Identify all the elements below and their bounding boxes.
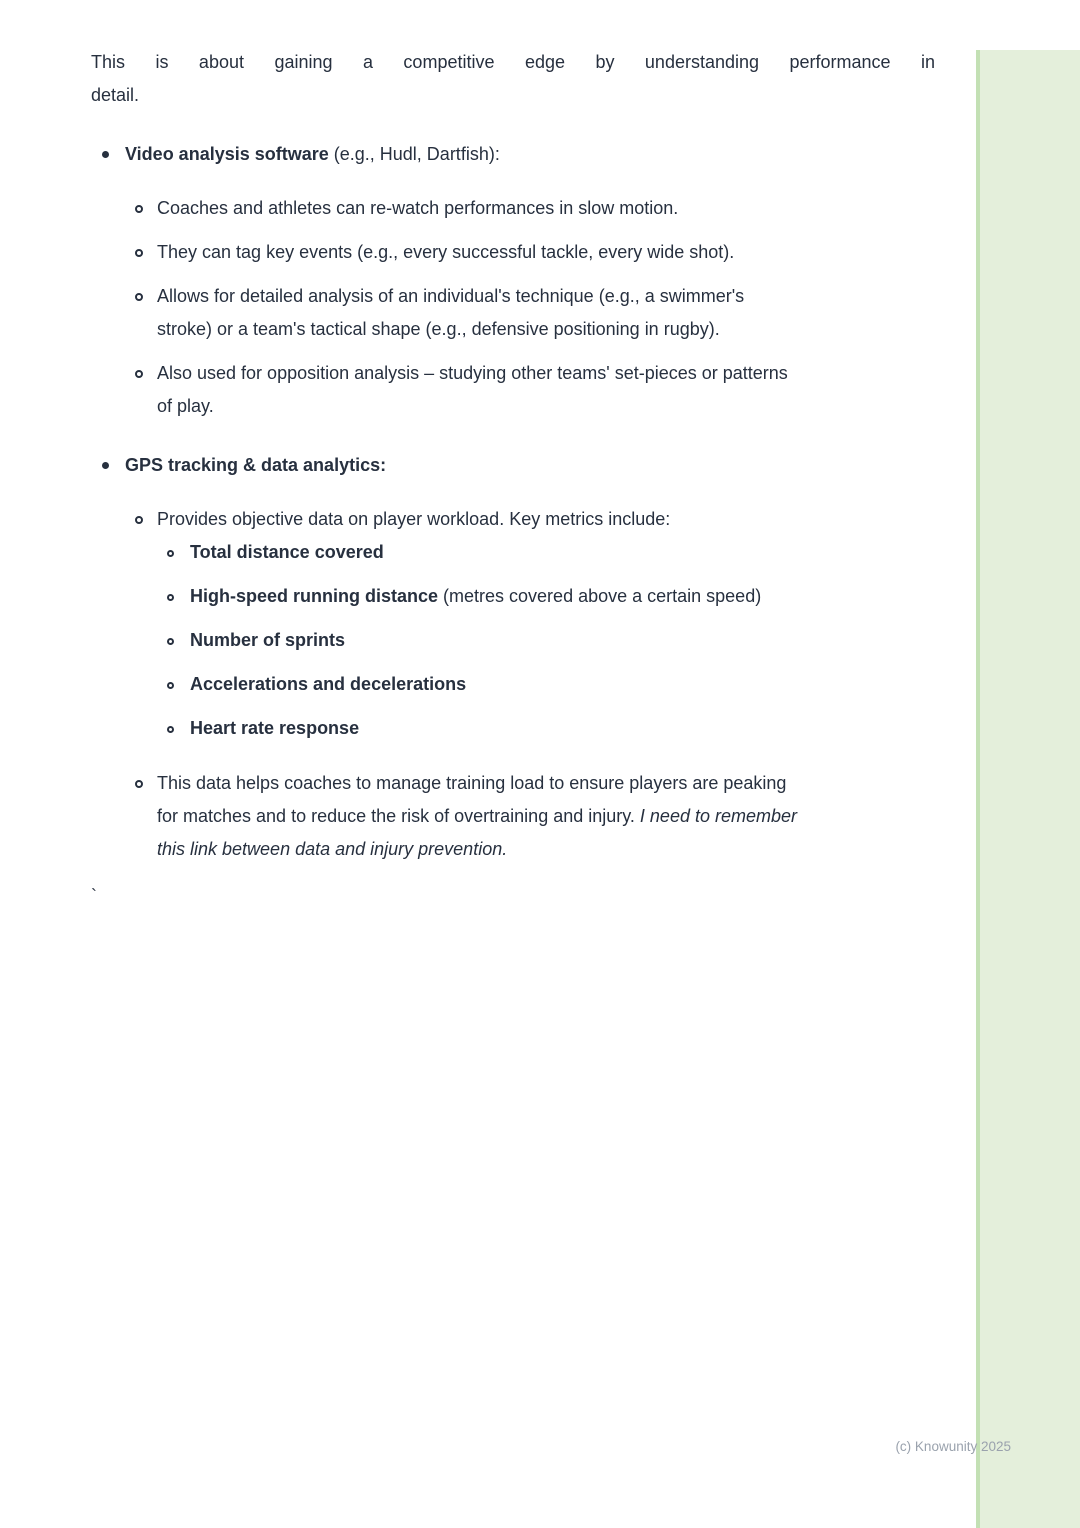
regular-text: (metres covered above a certain speed)	[438, 586, 762, 606]
document-content	[91, 46, 935, 913]
list-item-title	[125, 138, 935, 171]
bold-text: Video analysis software	[125, 144, 329, 164]
intro-paragraph-line1: This is about gaining a competitive edge by understanding performance in	[91, 52, 935, 72]
stray-character: `	[91, 886, 97, 906]
bullet-disc-icon	[102, 462, 109, 469]
circle-bullet-icon	[135, 516, 143, 524]
bold-text: Total distance covered	[190, 542, 384, 562]
circle-bullet-icon	[135, 780, 143, 788]
sub-list	[125, 503, 935, 866]
list-item-text	[157, 767, 802, 866]
circle-bullet-icon	[167, 550, 174, 557]
list-item-metric	[157, 668, 935, 701]
circle-bullet-icon	[135, 249, 143, 257]
list-item-text: Coaches and athletes can re-watch performances in slow motion.	[157, 198, 679, 218]
bold-text: Heart rate response	[190, 718, 360, 738]
copyright-footer: (c) Knowunity 2025	[895, 1439, 1011, 1454]
circle-bullet-icon	[167, 638, 174, 645]
circle-bullet-icon	[167, 682, 174, 689]
circle-bullet-icon	[135, 370, 143, 378]
page-edge-stripe	[976, 50, 1080, 1528]
italic-note-text: I need to remember this link between data and injury prevention.	[157, 806, 797, 859]
bullet-disc-icon	[102, 151, 109, 158]
list-item-key-metrics	[125, 503, 935, 745]
list-item-title	[125, 449, 935, 482]
metric-text	[190, 580, 765, 613]
bold-text: GPS tracking & data analytics:	[125, 455, 387, 475]
circle-bullet-icon	[167, 594, 174, 601]
circle-bullet-icon	[167, 726, 174, 733]
list-item-text: Also used for opposition analysis – studying other teams' set-pieces or patterns of play.	[157, 363, 788, 416]
circle-bullet-icon	[135, 205, 143, 213]
bold-text: High-speed running distance	[190, 586, 439, 606]
metric-text	[190, 712, 765, 745]
regular-text: (e.g., Hudl, Dartfish):	[328, 144, 500, 164]
list-item	[125, 192, 935, 225]
metric-text	[190, 668, 765, 701]
list-item-closing	[125, 767, 935, 866]
regular-text: This data helps coaches to manage training load to ensure players are peaking for matches and to reduce the risk of overtraining and injury.	[157, 773, 787, 826]
list-item-video-analysis	[91, 138, 935, 423]
list-item-metric	[157, 712, 935, 745]
list-item-metric	[157, 580, 935, 613]
circle-bullet-icon	[135, 293, 143, 301]
list-item-gps-tracking	[91, 449, 935, 866]
list-item	[125, 236, 935, 269]
sub-list	[125, 192, 935, 423]
bold-text: Number of sprints	[190, 630, 346, 650]
metrics-list	[157, 536, 935, 745]
list-item-text: They can tag key events (e.g., every successful tackle, every wide shot).	[157, 242, 735, 262]
list-item	[125, 357, 935, 423]
metric-text	[190, 536, 765, 569]
metric-text	[190, 624, 765, 657]
bold-text: Accelerations and decelerations	[190, 674, 467, 694]
intro-paragraph-line2: detail.	[91, 85, 140, 105]
list-item-metric	[157, 624, 935, 657]
list-item-text: Allows for detailed analysis of an individual's technique (e.g., a swimmer's stroke) or a team's tactical shape (e.g., defensive positioning in rugby).	[157, 286, 745, 339]
list-item-text: Provides objective data on player workload. Key metrics include:	[157, 509, 671, 529]
list-item	[125, 280, 935, 346]
list-item-metric	[157, 536, 935, 569]
